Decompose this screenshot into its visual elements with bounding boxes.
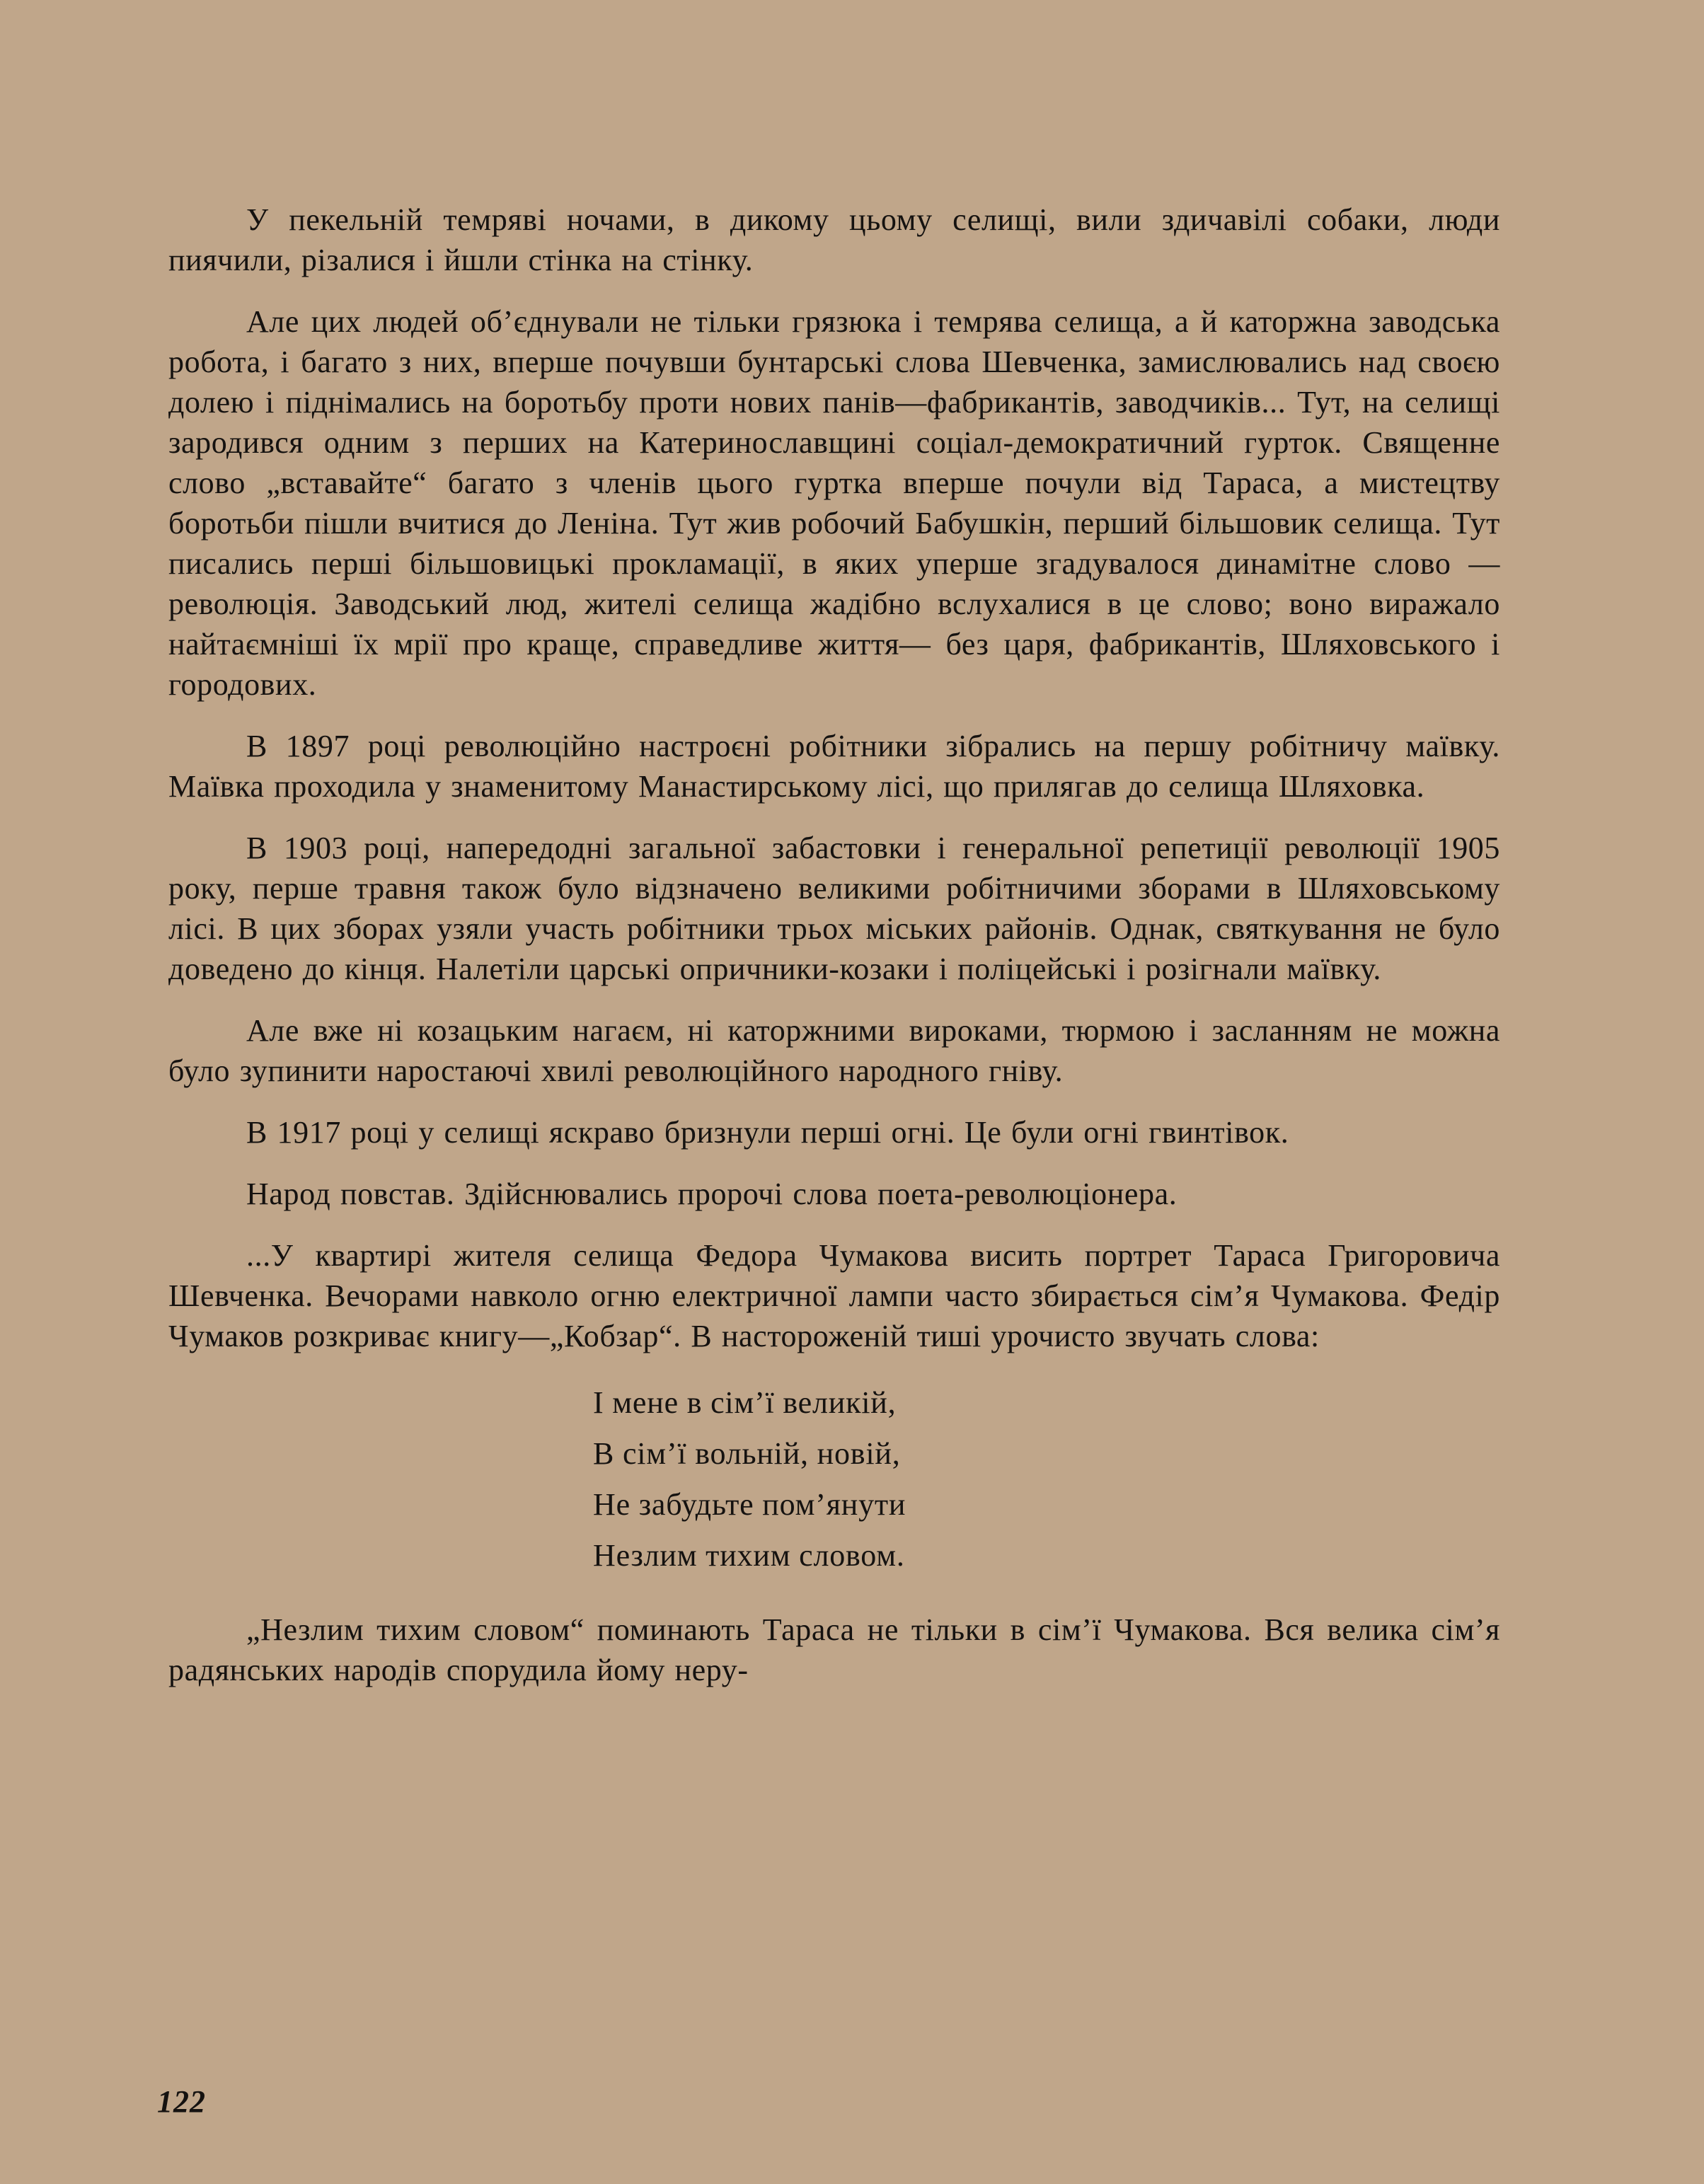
paragraph-2: Але цих людей об’єднували не тільки грязюка і темрява селища, а й каторжна заводська робота, і багато з них, вперше почувши бунтарські слова Шевченка, замислювались над своєю долею і піднімались на боротьбу проти нових панів—фабрикантів, заводчиків... Тут, на селищі зародився одним з перших на Катеринославщині соціал-демократичний гурток. Священне слово „вставайте“ багато з членів цього гуртка вперше почули від Тараса, а мистецтву боротьби пішли вчитися до Леніна. Тут жив робочий Бабушкін, перший більшовик селища. Тут писались перші більшовицькі прокламації, в яких уперше згадувалося динамітне слово — революція. Заводський люд, жителі селища жадібно вслухалися в це слово; воно виражало найтаємніші їх мрії про краще, справедливе життя— без царя, фабрикантів, Шляховського і городових. — [168, 304, 1500, 702]
paragraph-8: ...У квартирі жителя селища Федора Чумакова висить портрет Тараса Григоровича Шевченка. Вечорами навколо огню електричної лампи часто збирається сім’я Чумакова. Федір Чумаков розкриває книгу—„Кобзар“. В настороженій тиші урочисто звучать слова: — [168, 1238, 1500, 1353]
page-number: 122 — [157, 2084, 206, 2119]
poem-line-2: В сім’ї вольній, новій, — [593, 1436, 901, 1471]
paragraph-7: Народ повстав. Здійснювались пророчі слова поета-революціонера. — [246, 1177, 1178, 1211]
closing-paragraph: „Незлим тихим словом“ поминають Тараса не тільки в сім’ї Чумакова. Вся велика сім’я радянських народів спорудила йому неру- — [168, 1612, 1500, 1687]
poem-line-4: Незлим тихим словом. — [593, 1538, 905, 1573]
poem-quote — [593, 1377, 1500, 1581]
paragraph-1: У пекельній темряві ночами, в дикому цьому селищі, вили здичавілі собаки, люди пиячили, різалися і йшли стінка на стінку. — [168, 202, 1500, 277]
paragraph-6: В 1917 році у селищі яскраво бризнули перші огні. Це були огні гвинтівок. — [246, 1115, 1289, 1150]
poem-line-3: Не забудьте пом’янути — [593, 1487, 906, 1522]
paragraph-3: В 1897 році революційно настроєні робітники зібрались на першу робітничу маївку. Маївка проходила у знаменитому Манастирському лісі, що прилягав до селища Шляховка. — [168, 729, 1500, 804]
poem-line-1: І мене в сім’ї великій, — [593, 1385, 897, 1420]
page-body — [168, 200, 1500, 1711]
paragraph-5: Але вже ні козацьким нагаєм, ні каторжними вироками, тюрмою і засланням не можна було зупинити наростаючі хвилі революційного народного гніву. — [168, 1013, 1500, 1088]
paragraph-4: В 1903 році, напередодні загальної забастовки і генеральної репетиції революції 1905 року, перше травня також було відзначено великими робітничими зборами в Шляховському лісі. В цих зборах узяли участь робітники трьох міських районів. Однак, святкування не було доведено до кінця. Налетіли царські опричники-козаки і поліцейські і розігнали маївку. — [168, 831, 1500, 986]
